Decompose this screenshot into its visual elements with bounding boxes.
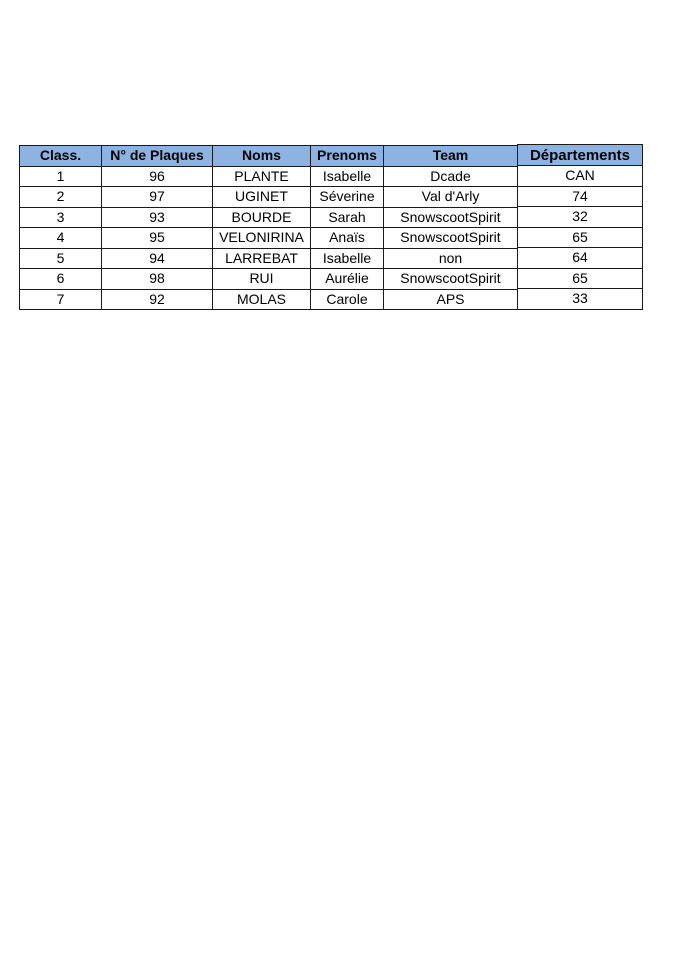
header-class: Class. — [20, 146, 102, 167]
cell-class: 1 — [20, 166, 102, 187]
cell-prenom: Aurélie — [311, 269, 384, 290]
cell-nom: UGINET — [213, 187, 311, 208]
cell-nom: PLANTE — [213, 166, 311, 187]
header-nom: Noms — [213, 146, 311, 167]
cell-departement: 32 — [518, 207, 643, 228]
cell-class: 2 — [20, 187, 102, 208]
header-plaque: N° de Plaques — [102, 146, 213, 167]
cell-team: APS — [384, 289, 518, 310]
cell-plaque: 92 — [102, 289, 213, 310]
table-row — [518, 227, 643, 248]
cell-nom: BOURDE — [213, 207, 311, 228]
cell-nom: MOLAS — [213, 289, 311, 310]
table-row — [20, 166, 518, 187]
header-team: Team — [384, 146, 518, 167]
departements-table — [517, 144, 643, 310]
table-row — [20, 187, 518, 208]
table-row — [20, 289, 518, 310]
cell-nom: RUI — [213, 269, 311, 290]
table-row — [20, 207, 518, 228]
cell-plaque: 98 — [102, 269, 213, 290]
cell-departement: 64 — [518, 248, 643, 269]
cell-team: Dcade — [384, 166, 518, 187]
cell-nom: VELONIRINA — [213, 228, 311, 249]
cell-prenom: Isabelle — [311, 248, 384, 269]
table-row — [518, 268, 643, 289]
cell-team: non — [384, 248, 518, 269]
table-row — [20, 228, 518, 249]
cell-departement: 65 — [518, 268, 643, 289]
cell-departement: 33 — [518, 289, 643, 310]
cell-nom: LARREBAT — [213, 248, 311, 269]
cell-prenom: Anaïs — [311, 228, 384, 249]
cell-team: SnowscootSpirit — [384, 207, 518, 228]
cell-prenom: Séverine — [311, 187, 384, 208]
cell-plaque: 94 — [102, 248, 213, 269]
cell-prenom: Isabelle — [311, 166, 384, 187]
cell-plaque: 96 — [102, 166, 213, 187]
cell-prenom: Carole — [311, 289, 384, 310]
cell-plaque: 93 — [102, 207, 213, 228]
departements-header-row — [518, 145, 643, 166]
cell-class: 5 — [20, 248, 102, 269]
results-header-row — [20, 146, 518, 167]
header-prenom: Prenoms — [311, 146, 384, 167]
cell-departement: CAN — [518, 166, 643, 187]
cell-team: SnowscootSpirit — [384, 269, 518, 290]
cell-class: 7 — [20, 289, 102, 310]
results-table — [19, 145, 518, 310]
table-row — [518, 186, 643, 207]
cell-class: 4 — [20, 228, 102, 249]
header-departements: Départements — [518, 145, 643, 166]
table-row — [20, 248, 518, 269]
table-row — [518, 248, 643, 269]
cell-departement: 74 — [518, 186, 643, 207]
cell-plaque: 95 — [102, 228, 213, 249]
table-row — [20, 269, 518, 290]
cell-team: Val d'Arly — [384, 187, 518, 208]
cell-departement: 65 — [518, 227, 643, 248]
cell-team: SnowscootSpirit — [384, 228, 518, 249]
table-row — [518, 289, 643, 310]
cell-class: 3 — [20, 207, 102, 228]
table-row — [518, 207, 643, 228]
cell-prenom: Sarah — [311, 207, 384, 228]
cell-class: 6 — [20, 269, 102, 290]
cell-plaque: 97 — [102, 187, 213, 208]
table-row — [518, 166, 643, 187]
